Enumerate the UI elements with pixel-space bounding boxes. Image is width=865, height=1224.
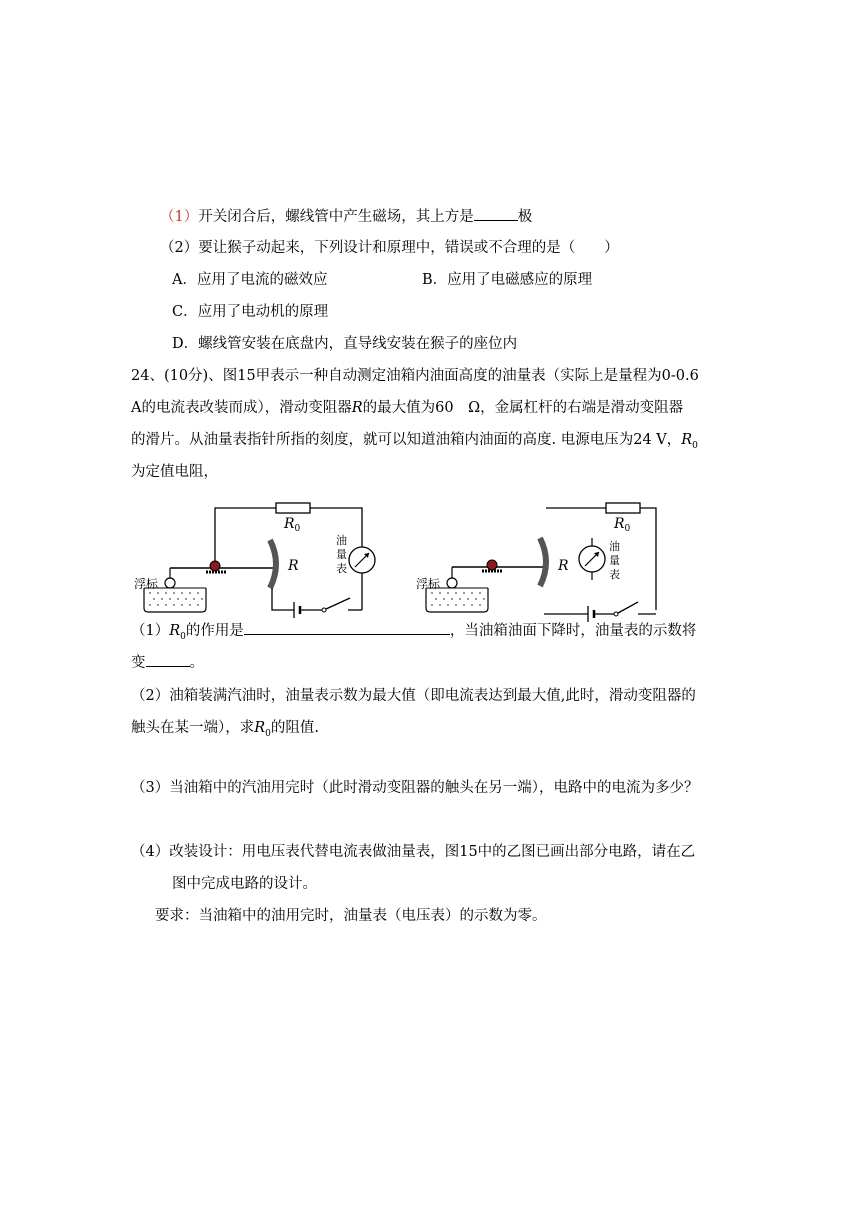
q24-sub4-line2: 图中完成电路的设计。 [172,876,317,892]
q24-sub1-text-d: 变 [131,655,146,671]
q24-intro-line1: 24、(10分)、图15甲表示一种自动测定油箱内油面高度的油量表（实际上是量程为0-0.6 [131,368,699,384]
q24-sub1-text-b: 的作用是 [185,623,244,639]
jia-switch-contact [322,608,326,612]
q24-sub3: （3）当油箱中的汽油用完时（此时滑动变阻器的触头在另一端），电路中的电流为多少？ [131,780,699,796]
q23-option-a: A．应用了电流的磁效应 [172,272,328,288]
q24-sub1-line1 [131,620,696,647]
q24-intro3-r0: R [681,432,693,448]
q24-intro3-r0-sub: 0 [692,440,698,451]
jia-oil-dots [149,592,202,605]
q24-sub1-r-sub: 0 [180,631,186,642]
yi-float [447,578,457,588]
q24-sub1-line2 [131,652,204,673]
yi-switch-contact [614,612,618,616]
q23-part1 [160,206,532,227]
q24-intro-line4: 为定值电阻， [131,464,218,480]
yi-oil-dots [431,592,484,605]
jia-meter-label-2: 量 [336,548,347,561]
jia-r-label: R [288,558,299,574]
jia-pivot [210,561,220,571]
q24-sub2-text-b: 的阻值. [270,720,320,736]
yi-switch-blade [618,602,638,613]
q23-option-d: D．螺线管安装在底盘内，直导线安装在猴子的座位内 [172,336,518,352]
figure-yi-circuit [412,494,662,624]
yi-rheostat-arc [540,538,546,586]
q24-sub2-line2 [131,718,319,744]
q24-intro-line2 [131,398,683,418]
q24-sub2-r-sub: 0 [265,728,271,739]
jia-wire-bottom-left [272,588,294,610]
jia-float-label: 浮标 [134,577,159,591]
jia-r0-label: $R_0$ [284,516,301,534]
yi-r0-resistor [606,503,640,513]
q23-part1-text: 开关闭合后，螺线管中产生磁场，其上方是 [198,209,474,225]
q23-pole-blank[interactable] [474,206,518,221]
yi-meter-label-2: 量 [609,554,620,567]
q24-intro2-a: A的电流表改装而成），滑动变阻器 [131,400,352,416]
q24-intro-line3 [131,430,698,456]
q24-intro3-text: 的滑片。从油量表指针所指的刻度，就可以知道油箱内油面的高度. 电源电压为24 V， [131,432,682,448]
yi-meter-label-1: 油 [609,540,620,553]
q24-requirement: 要求：当油箱中的油用完时，油量表（电压表）的示数为零。 [155,908,547,924]
q24-sub4-line1: （4）改装设计：用电压表代替电流表做油量表，图15中的乙图已画出部分电路，请在乙 [131,844,696,860]
yi-r-label: R [558,558,569,574]
q23-part1-number: （1） [160,209,199,225]
yi-float-label: 浮标 [416,577,441,591]
jia-meter-label-3: 表 [336,562,347,575]
q23-part2: （2）要让猴子动起来，下列设计和原理中，错误或不合理的是（ ） [160,240,619,256]
q24-intro2-r: R [351,400,363,416]
q24-sub2-r: R [254,720,266,736]
q24-sub1-text-e: 。 [189,655,204,671]
q24-r0-role-blank[interactable] [244,620,450,635]
jia-r0-resistor [276,503,310,513]
jia-float [165,578,175,588]
q24-sub1-number: （1） [131,623,170,639]
yi-r0-label: $R_0$ [614,516,631,534]
figure-jia-circuit [130,494,390,624]
jia-switch-blade [326,598,350,609]
yi-pivot [487,560,497,570]
yi-meter-label-3: 表 [609,568,620,581]
jia-tank [144,588,206,612]
yi-tank [426,588,488,612]
q23-option-c: C．应用了电动机的原理 [172,304,329,320]
jia-meter-label-1: 油 [336,534,347,547]
q23-part1-end: 极 [517,209,533,225]
q24-intro2-b: 的最大值为60 Ω，金属杠杆的右端是滑动变阻器 [362,400,684,416]
jia-rheostat-arc [270,540,276,588]
q24-change-blank[interactable] [146,652,190,667]
q24-sub1-r: R [169,623,181,639]
q24-sub2-line1: （2）油箱装满汽油时，油量表示数为最大值（即电流表达到最大值,此时，滑动变阻器的 [131,688,696,704]
q24-sub1-text-c: ，当油箱油面下降时，油量表的示数将 [449,623,697,639]
q24-sub2-text-a: 触头在某一端），求 [131,720,255,736]
q23-option-b: B．应用了电磁感应的原理 [422,272,593,288]
